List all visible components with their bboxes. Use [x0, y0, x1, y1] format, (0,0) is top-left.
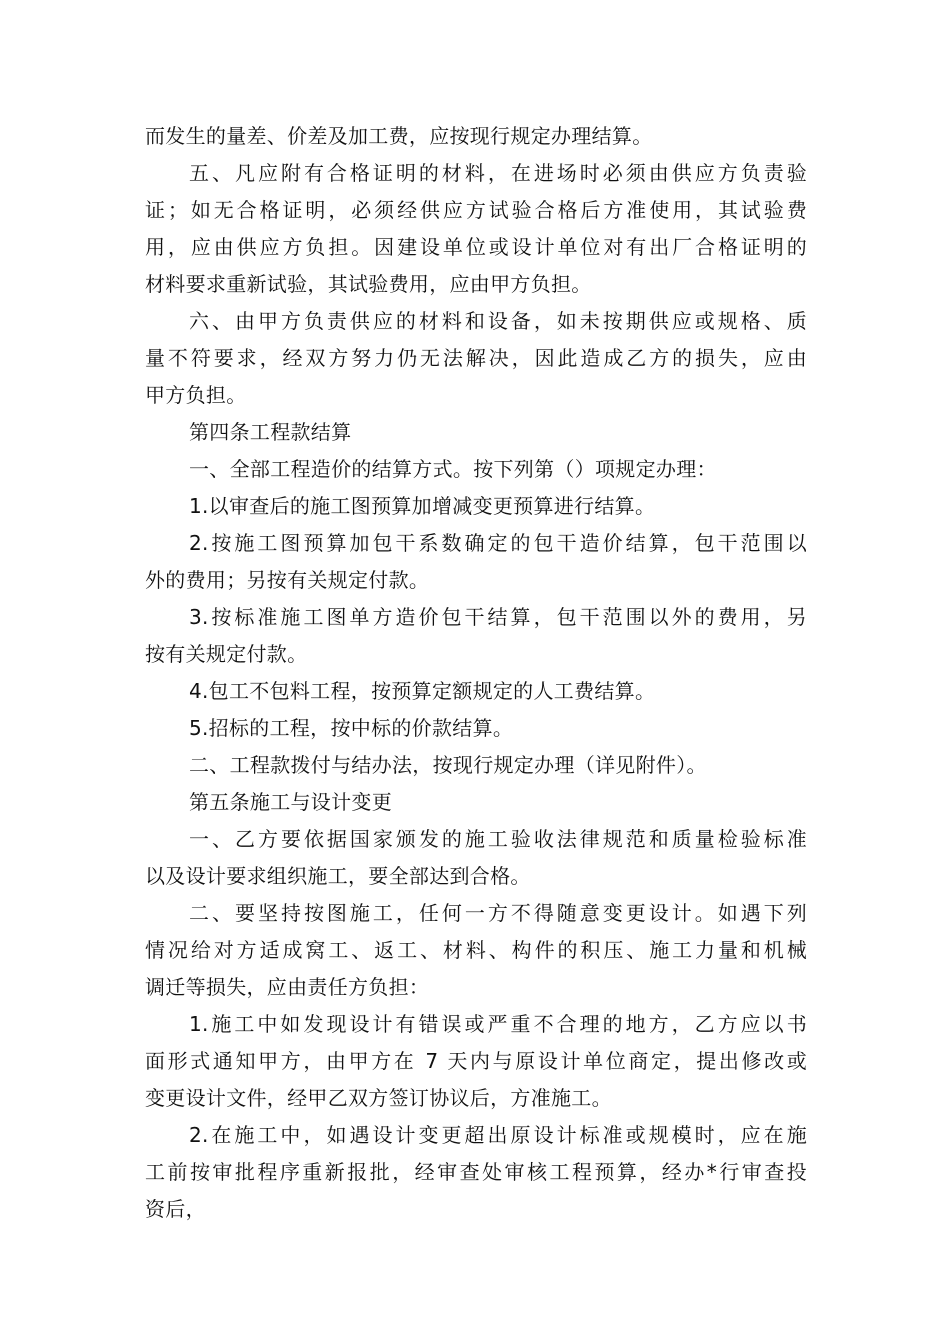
text-line: 2.在施工中，如遇设计变更超出原设计标准或规模时，应在施	[189, 1123, 807, 1147]
text-line: 以及设计要求组织施工，要全部达到合格。	[145, 864, 531, 888]
text-line: 情况给对方适成窝工、返工、材料、构件的积压、施工力量和机械	[145, 938, 807, 962]
text-line: 一、全部工程造价的结算方式。按下列第（）项规定办理：	[189, 457, 717, 481]
text-line: 1.施工中如发现设计有错误或严重不合理的地方，乙方应以书	[189, 1012, 807, 1036]
text-line: 甲方负担。	[145, 383, 247, 407]
text-line: 工前按审批程序重新报批，经审查处审核工程预算，经办*行审查投	[145, 1160, 807, 1184]
text-line: 外的费用；另按有关规定付款。	[145, 568, 430, 592]
text-line: 调迁等损失，应由责任方负担：	[145, 975, 430, 999]
text-line: 二、要坚持按图施工，任何一方不得随意变更设计。如遇下列	[189, 901, 807, 925]
text-line: 二、工程款拨付与结办法，按现行规定办理（详见附件）。	[189, 753, 707, 777]
text-line: 而发生的量差、价差及加工费，应按现行规定办理结算。	[145, 124, 653, 148]
text-line: 按有关规定付款。	[145, 642, 308, 666]
text-line: 2.按施工图预算加包干系数确定的包干造价结算，包干范围以	[189, 531, 807, 555]
text-line: 六、由甲方负责供应的材料和设备，如未按期供应或规格、质	[189, 309, 807, 333]
text-line: 第四条工程款结算	[189, 420, 352, 444]
text-line: 1.以审查后的施工图预算加增减变更预算进行结算。	[189, 494, 656, 518]
text-line: 资后，	[145, 1197, 206, 1221]
document-body	[145, 118, 807, 1228]
text-line: 面形式通知甲方，由甲方在 7 天内与原设计单位商定，提出修改或	[145, 1049, 807, 1073]
text-line: 材料要求重新试验，其试验费用，应由甲方负担。	[145, 272, 592, 296]
text-line: 4.包工不包料工程，按预算定额规定的人工费结算。	[189, 679, 656, 703]
text-line: 量不符要求，经双方努力仍无法解决，因此造成乙方的损失，应由	[145, 346, 807, 370]
text-line: 一、乙方要依据国家颁发的施工验收法律规范和质量检验标准	[189, 827, 807, 851]
text-line: 3.按标准施工图单方造价包干结算，包干范围以外的费用，另	[189, 605, 807, 629]
text-line: 变更设计文件，经甲乙双方签订协议后，方准施工。	[145, 1086, 612, 1110]
text-line: 证；如无合格证明，必须经供应方试验合格后方准使用，其试验费	[145, 198, 807, 222]
text-line: 5.招标的工程，按中标的价款结算。	[189, 716, 514, 740]
text-line: 用，应由供应方负担。因建设单位或设计单位对有出厂合格证明的	[145, 235, 807, 259]
text-line: 第五条施工与设计变更	[189, 790, 392, 814]
text-line: 五、凡应附有合格证明的材料，在进场时必须由供应方负责验	[189, 161, 807, 185]
